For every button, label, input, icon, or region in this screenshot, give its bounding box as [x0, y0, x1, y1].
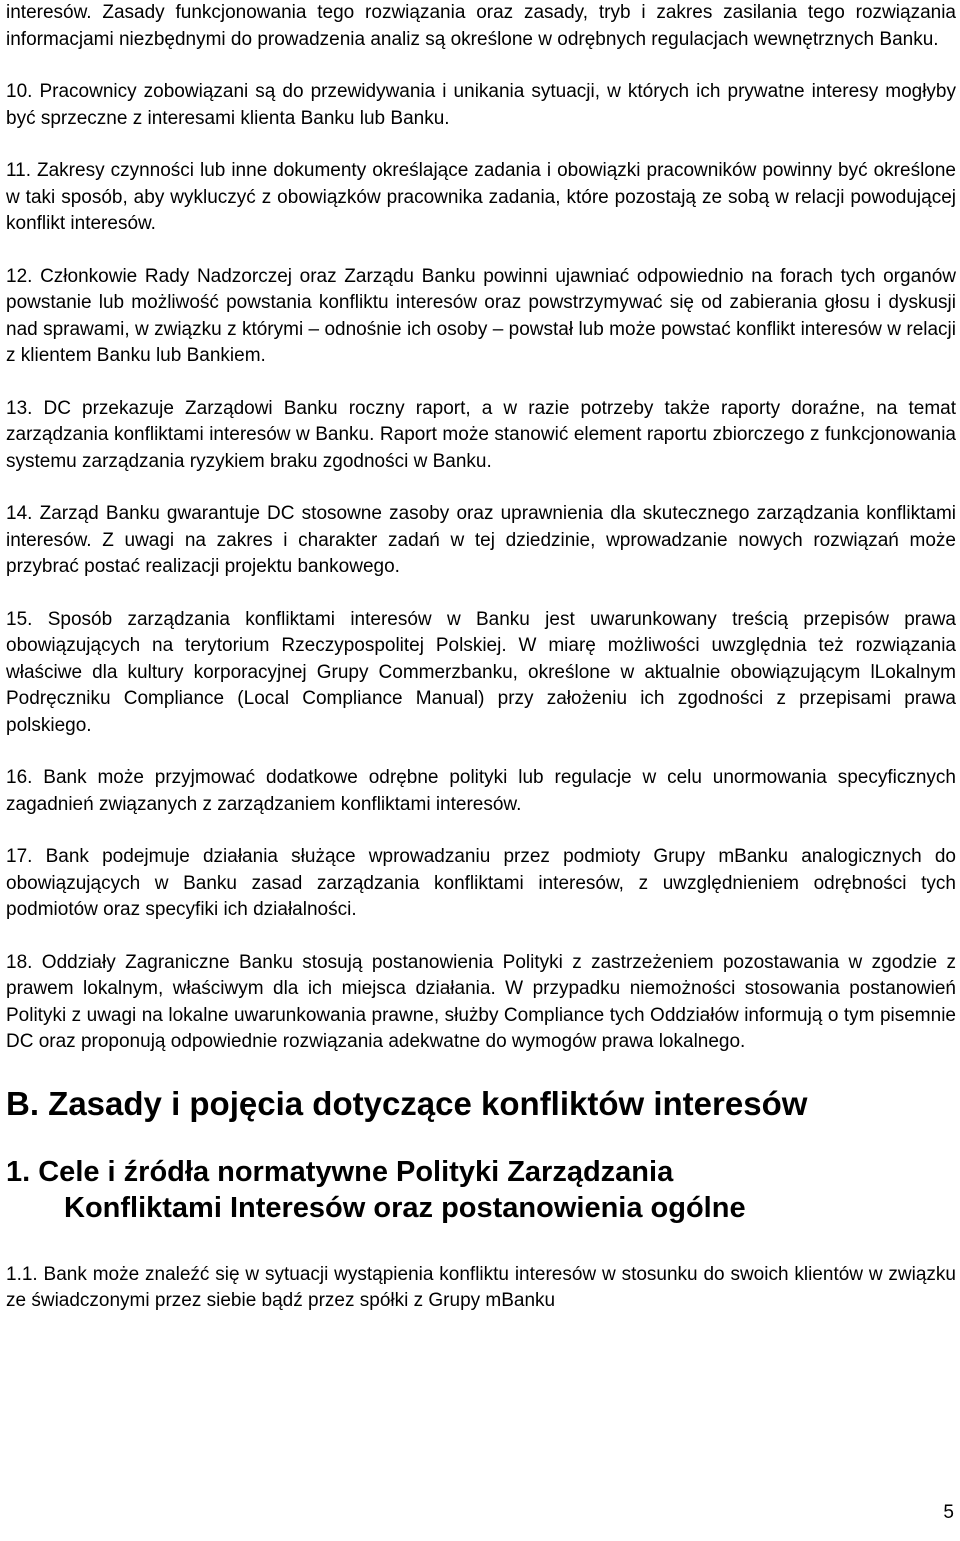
- paragraph-14: 14. Zarząd Banku gwarantuje DC stosowne zasoby oraz uprawnienia dla skutecznego zarządzania konfliktami interesów. Z uwagi na zakres i charakter zadań w tej dziedzinie, wprowadzanie nowych rozwiązań może przybrać postać realizacji projektu bankowego.: [6, 503, 956, 577]
- page-number: 5: [943, 1502, 954, 1523]
- paragraph-17: 17. Bank podejmuje działania służące wprowadzaniu przez podmioty Grupy mBanku analogicznych do obowiązujących w Banku zasad zarządzania konfliktami interesów, z uwzględnieniem odrębności tych podmiotów oraz specyfiki ich działalności.: [6, 846, 956, 920]
- document-page: [6, 0, 956, 1315]
- paragraph-10: 10. Pracownicy zobowiązani są do przewidywania i unikania sytuacji, w których ich prywatne interesy mogłyby być sprzeczne z interesami klienta Banku lub Banku.: [6, 81, 956, 129]
- paragraph-16: 16. Bank może przyjmować dodatkowe odrębne polityki lub regulacje w celu unormowania specyficznych zagadnień związanych z zarządzaniem konfliktami interesów.: [6, 767, 956, 815]
- paragraph-12: 12. Członkowie Rady Nadzorczej oraz Zarządu Banku powinni ujawniać odpowiednio na forach tych organów powstanie lub możliwość powstania konfliktu interesów oraz powstrzymywać się od zabierania głosu i dyskusji nad sprawami, w związku z którymi – odnośnie ich osoby – powstał lub może powstać konflikt interesów w relacji z klientem Banku lub Bankiem.: [6, 265, 956, 366]
- section-1-heading-line1: 1. Cele i źródła normatywne Polityki Zarządzania: [6, 1155, 674, 1188]
- section-1-heading: [6, 1154, 956, 1226]
- paragraph-15: 15. Sposób zarządzania konfliktami interesów w Banku jest uwarunkowany treścią przepisów prawa obowiązujących na terytorium Rzeczypospolitej Polskiej. W miarę możliwości uwzględnia też rozwiązania właściwe dla kultury korporacyjnej Grupy Commerzbanku, określone w aktualnie obowiązującym lLokalnym Podręczniku Compliance (Local Compliance Manual) przy założeniu ich zgodności z przepisami prawa polskiego.: [6, 608, 956, 736]
- paragraph-9-continuation: interesów. Zasady funkcjonowania tego rozwiązania oraz zasady, tryb i zakres zasilania tego rozwiązania informacjami niezbędnymi do prowadzenia analiz są określone w odrębnych regulacjach wewnętrznych Banku.: [6, 2, 956, 50]
- paragraph-18: 18. Oddziały Zagraniczne Banku stosują postanowienia Polityki z zastrzeżeniem pozostawania w zgodzie z prawem lokalnym, właściwym dla ich miejsca działania. W przypadku niemożności stosowania postanowień Polityki z uwagi na lokalne uwarunkowania prawne, służby Compliance tych Oddziałów informują o tym pisemnie DC oraz proponują odpowiednie rozwiązania adekwatne do wymogów prawa lokalnego.: [6, 951, 956, 1052]
- section-b-heading: B. Zasady i pojęcia dotyczące konfliktów interesów: [6, 1084, 808, 1122]
- paragraph-11: 11. Zakresy czynności lub inne dokumenty określające zadania i obowiązki pracowników powinny być określone w taki sposób, aby wykluczyć z obowiązków pracownika zadania, które pozostają ze sobą w relacji powodującej konflikt interesów.: [6, 160, 956, 234]
- paragraph-1-1: 1.1. Bank może znaleźć się w sytuacji wystąpienia konfliktu interesów w stosunku do swoich klientów w związku ze świadczonymi przez siebie bądź przez spółki z Grupy mBanku: [6, 1263, 956, 1311]
- paragraph-13: 13. DC przekazuje Zarządowi Banku roczny raport, a w razie potrzeby także raporty doraźne, na temat zarządzania konfliktami interesów w Banku. Raport może stanowić element raportu zbiorczego z funkcjonowania systemu zarządzania ryzykiem braku zgodności w Banku.: [6, 397, 956, 472]
- section-1-heading-line2: Konfliktami Interesów oraz postanowienia ogólne: [64, 1191, 746, 1224]
